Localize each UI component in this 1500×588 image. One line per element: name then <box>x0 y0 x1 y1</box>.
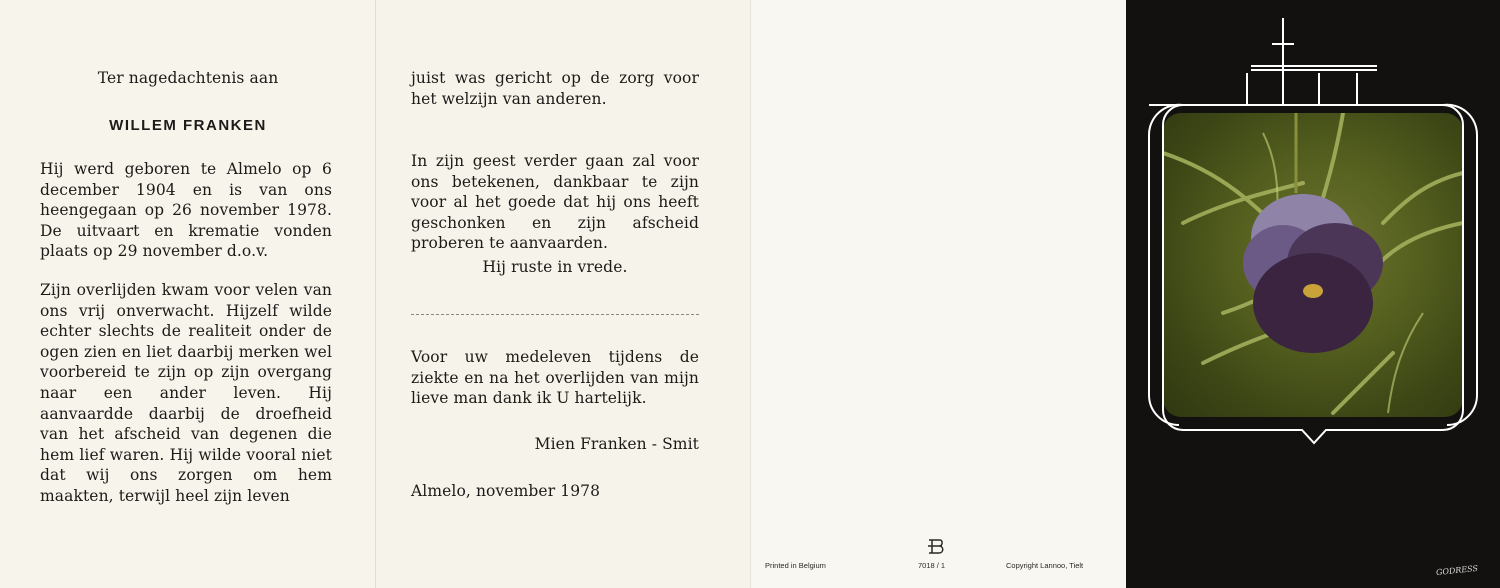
deceased-name: WILLEM FRANKEN <box>109 117 267 134</box>
divider-line <box>411 314 699 315</box>
life-dates-paragraph: Hij werd geboren te Almelo op 6 december 1904 en is van ons heengegaan op 26 november 1978. De uitvaart en krematie vonden plaats op 29 november d.o.v. <box>40 160 332 261</box>
printed-in-text: Printed in Belgium <box>765 561 826 570</box>
intro-text: Ter nagedachtenis aan <box>97 69 279 87</box>
continuation-paragraph: juist was gericht op de zorg voor het welzijn van anderen. <box>411 69 699 108</box>
left-page <box>0 0 376 588</box>
place-date: Almelo, november 1978 <box>411 482 601 500</box>
back-page <box>750 0 1126 588</box>
copyright-text: Copyright Lannoo, Tielt <box>1006 561 1084 570</box>
thanks-paragraph: Voor uw medeleven tijdens de ziekte en na het overlijden van mijn lieve man dank ik U hartelijk. <box>411 348 699 408</box>
product-code: 7018 / 1 <box>918 561 946 570</box>
rest-in-peace: Hij ruste in vrede. <box>482 258 628 276</box>
signature: Mien Franken - Smit <box>534 435 699 453</box>
remembrance-paragraph: In zijn geest verder gaan zal voor ons betekenen, dankbaar te zijn voor al het goede dat hij ons heeft geschonken en zijn afscheid proberen te aanvaarden. <box>411 152 699 253</box>
artist-signature: GODRESS <box>1435 563 1479 578</box>
publisher-logo-icon <box>926 538 946 556</box>
passing-paragraph: Zijn overlijden kwam voor velen van ons vrij onverwacht. Hijzelf wilde echter slechts de realiteit onder de ogen zien en liet daarbij merken wel voorbereid te zijn op zijn overgang naar een ander leven. Hij aanvaardde daarbij de droefheid van het afscheid van degenen die hem lief waren. Hij wilde vooral niet dat wij ons zorgen om hem maakten, terwijl heel zijn leven <box>40 281 332 505</box>
cross-frame-ornament <box>1126 0 1500 588</box>
